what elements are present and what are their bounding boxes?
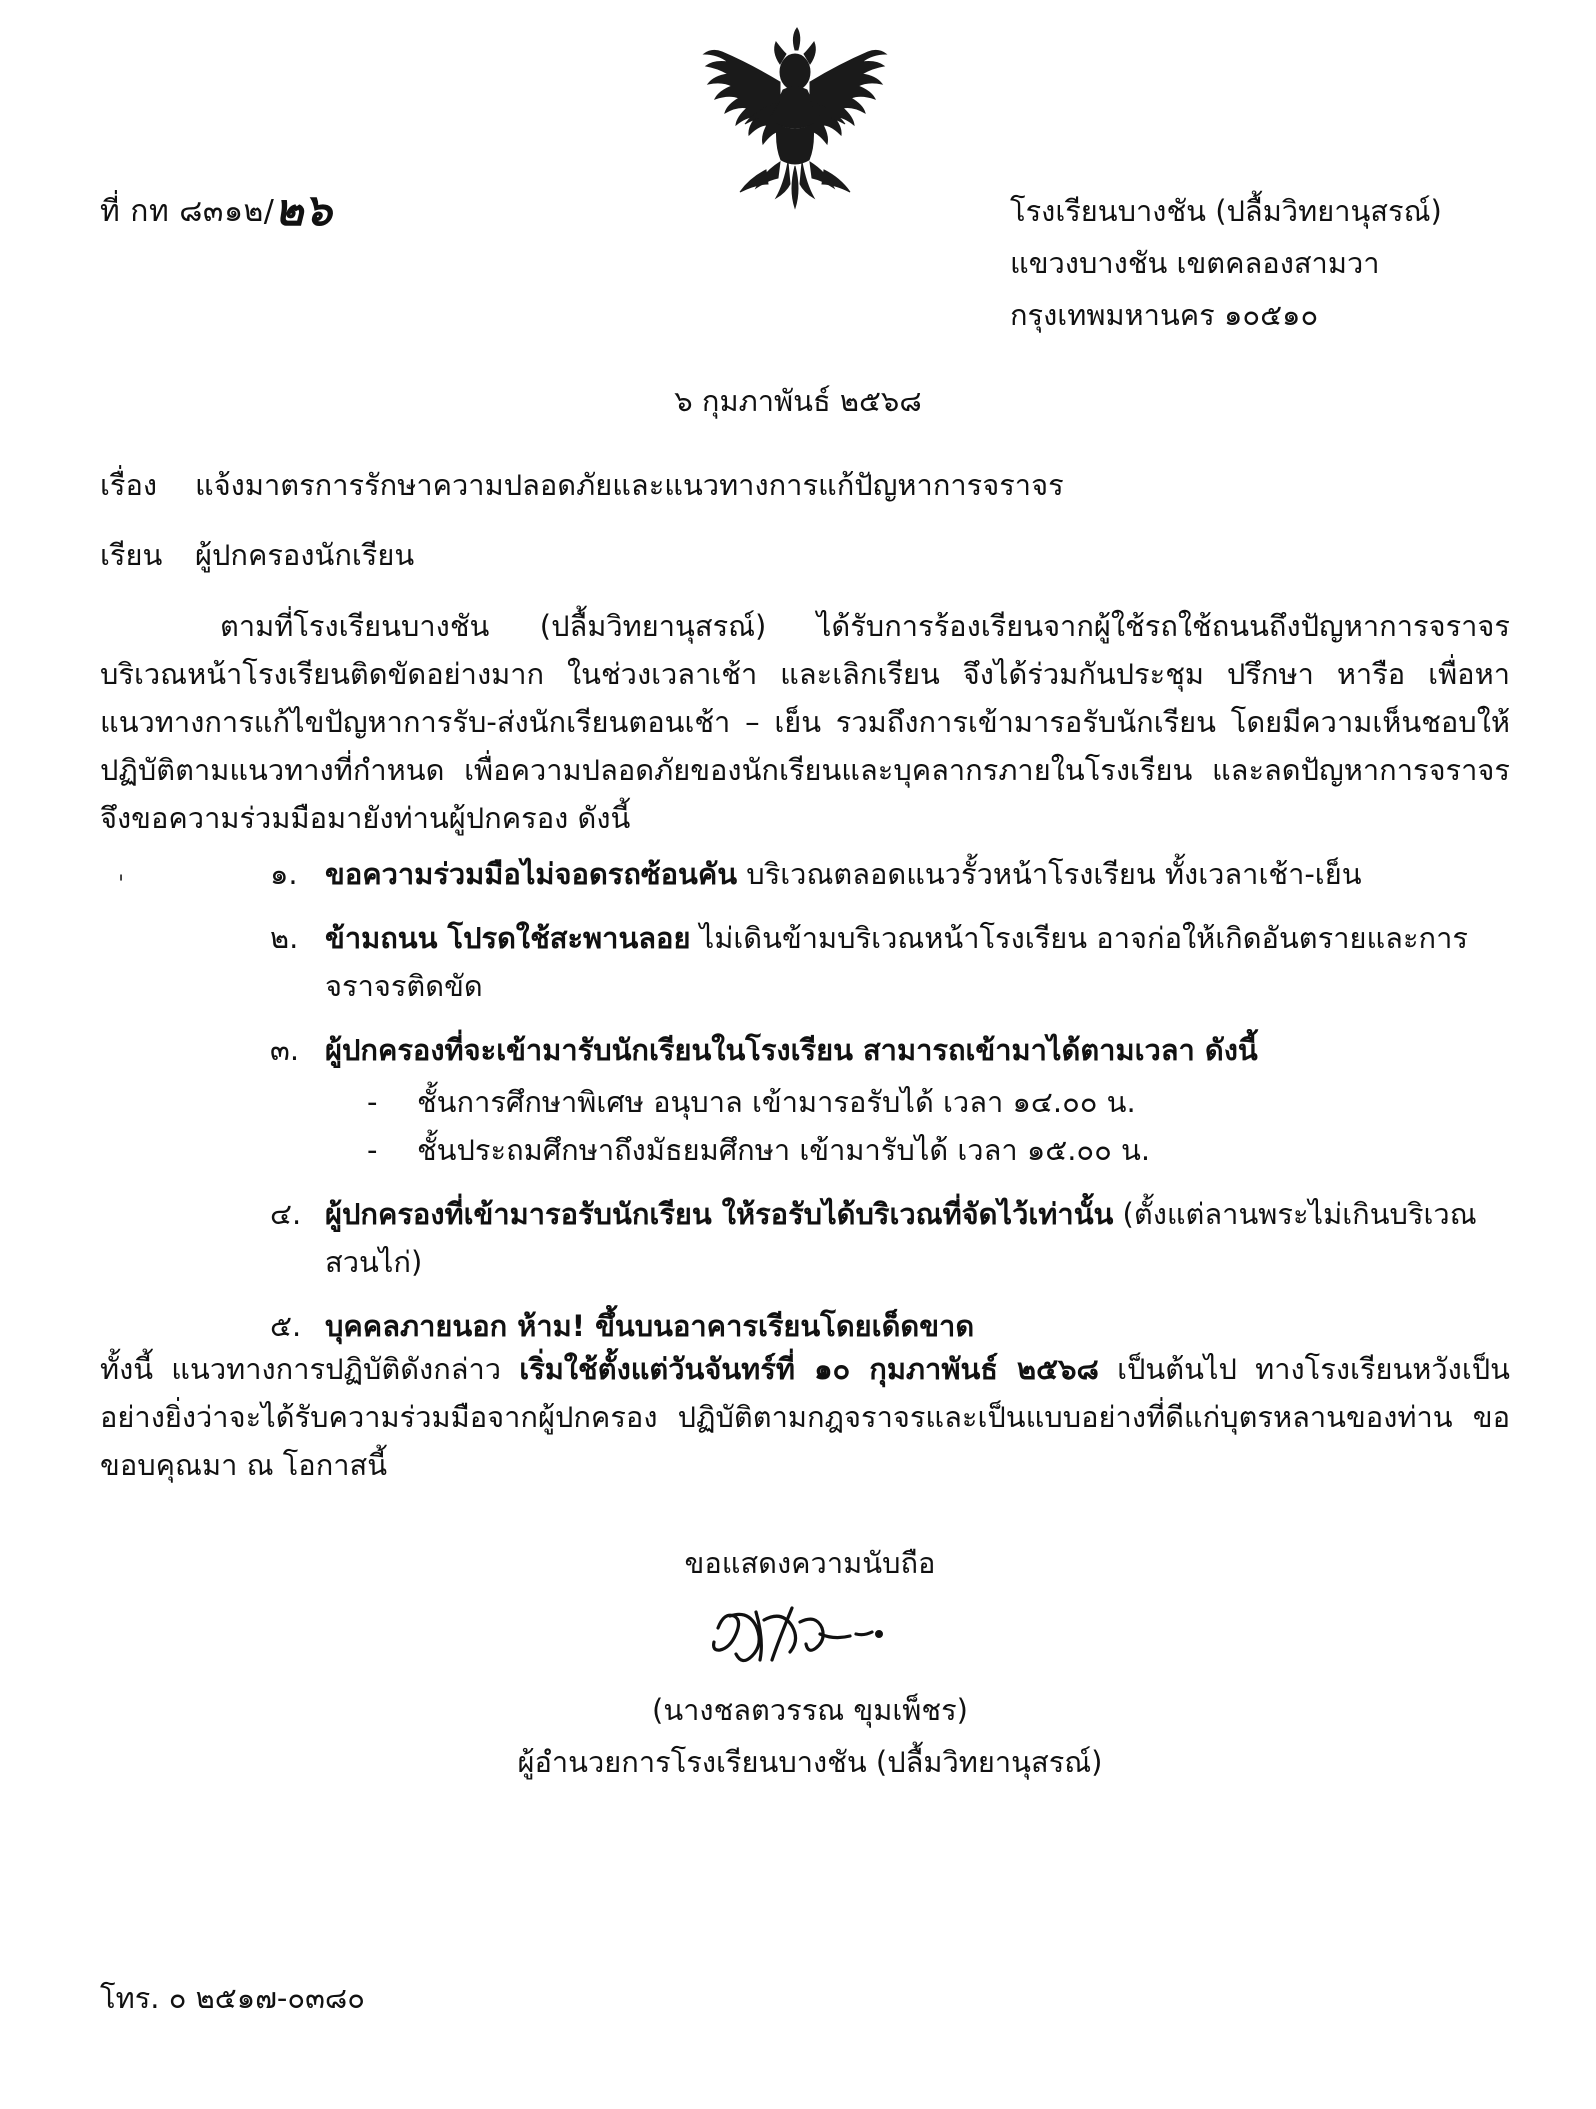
sub-list-item [367,1126,1510,1174]
document-number-handwritten: ๒๖ [274,185,333,236]
list-item-marker: ๓. [270,1033,300,1067]
recipient-label: เรียน [100,538,163,572]
list-item-bold: ผู้ปกครองที่จะเข้ามารับนักเรียนในโรงเรียน สามารถเข้ามาได้ตามเวลา ดังนี้ [325,1033,1258,1067]
recipient-value: ผู้ปกครองนักเรียน [195,538,415,572]
document-number [100,175,332,245]
list-item [270,914,1510,1010]
list-item-content [325,1190,1510,1286]
list-item-content [325,1302,1510,1350]
subject-value: แจ้งมาตรการรักษาความปลอดภัยและแนวทางการแก้ปัญหาการจราจร [195,468,1064,502]
list-item [270,1026,1510,1174]
document-date: ๖ กุมภาพันธ์ ๒๕๖๘ [674,384,922,418]
closing-text-part1: ทั้งนี้ แนวทางการปฏิบัติดังกล่าว [100,1352,520,1386]
closing-paragraph [100,1345,1510,1489]
intro-paragraph [100,602,1510,842]
list-item-content [325,1026,1510,1174]
list-item [270,1302,1510,1350]
signature-respect-line: ขอแสดงความนับถือ [684,1546,936,1580]
address-line-3: กรุงเทพมหานคร ๑๐๕๑๐ [1010,298,1319,332]
list-item-normal: บริเวณตลอดแนวรั้วหน้าโรงเรียน ทั้งเวลาเช้า-เย็น [737,857,1362,891]
closing-text-bold: เริ่มใช้ตั้งแต่วันจันทร์ที่ ๑๐ กุมภาพันธ์ ๒๕๖๘ [519,1352,1099,1386]
list-item-content [325,850,1510,898]
list-item-marker: ๔. [270,1197,302,1231]
sub-list-text: ชั้นประถมศึกษาถึงมัธยมศึกษา เข้ามารับได้ เวลา ๑๕.๐๐ น. [417,1133,1151,1167]
school-address [1010,185,1442,341]
list-item-content [325,914,1510,1010]
list-item-marker: ๒. [270,921,299,955]
intro-paragraph-text: ตามที่โรงเรียนบางชัน (ปลื้มวิทยานุสรณ์) ได้รับการร้องเรียนจากผู้ใช้รถใช้ถนนถึงปัญหาการจราจรบริเวณหน้าโรงเรียนติดขัดอย่างมาก ในช่วงเวลาเช้า และเลิกเรียน จึงได้ร่วมกันประชุม ปรึกษา หารือ เพื่อหาแนวทางการแก้ไขปัญหาการรับ-ส่งนักเรียนตอนเช้า – เย็น รวมถึงการเข้ามารอรับนักเรียน โดยมีความเห็นชอบให้ปฏิบัติตามแนวทางที่กำหนด เพื่อความปลอดภัยของนักเรียนและบุคลากรภายในโรงเรียน และลดปัญหาการจราจร จึงขอความร่วมมือมายังท่านผู้ปกครอง ดังนี้ [100,609,1510,835]
signature-title: ผู้อำนวยการโรงเรียนบางชัน (ปลื้มวิทยานุสรณ์) [517,1745,1103,1779]
handwritten-signature-icon [500,1590,1120,1682]
document-number-prefix: ที่ กท ๘๓๑๒/ [100,194,275,229]
subject-label: เรื่อง [100,468,158,502]
address-line-2: แขวงบางชัน เขตคลองสามวา [1010,246,1380,280]
list-item [270,850,1510,898]
list-item-marker: ๑. [270,857,298,891]
measures-list [270,850,1510,1366]
subject-row [100,462,1064,508]
garuda-emblem-icon [680,20,910,250]
address-line-1: โรงเรียนบางชัน (ปลื้มวิทยานุสรณ์) [1010,194,1442,228]
list-item-bold: ขอความร่วมมือไม่จอดรถซ้อนคัน [325,857,738,891]
list-item-bold: ข้ามถนน โปรดใช้สะพานลอย [325,921,691,955]
list-item-marker: ๕. [270,1309,302,1343]
list-item-normal: ไม่เดินข้ามบริเวณหน้าโรงเรียน อาจก่อให้เกิดอันตรายและการจราจรติดขัด [325,921,1468,1003]
list-item [270,1190,1510,1286]
signature-name: (นางชลตวรรณ ขุมเพ็ชร) [652,1693,968,1727]
recipient-row [100,532,414,578]
closing-text-part2: เป็นต้นไป ทางโรงเรียนหวังเป็นอย่างยิ่งว่าจะได้รับความร่วมมือจากผู้ปกครอง ปฏิบัติตามกฎจราจรและเป็นแบบอย่างที่ดีแก่บุตรหลานของท่าน ขอขอบคุณมา ณ โอกาสนี้ [100,1352,1510,1482]
list-item-bold: ผู้ปกครองที่เข้ามารอรับนักเรียน ให้รอรับได้บริเวณที่จัดไว้เท่านั้น [325,1197,1114,1231]
sub-list-text: ชั้นการศึกษาพิเศษ อนุบาล เข้ามารอรับได้ เวลา ๑๔.๐๐ น. [417,1085,1136,1119]
stray-mark: ' [118,872,125,897]
list-item-normal: (ตั้งแต่ลานพระไม่เกินบริเวณสวนไก่) [325,1197,1477,1279]
sub-list-dash: - [367,1085,378,1119]
footer-phone: โทร. ๐ ๒๕๑๗-๐๓๘๐ [100,1981,365,2015]
list-item-bold: บุคคลภายนอก ห้าม! ขึ้นบนอาคารเรียนโดยเด็ดขาด [325,1309,975,1343]
sub-list-item [367,1078,1510,1126]
list-item-sublist [367,1078,1510,1174]
signature-block [500,1540,1120,1788]
sub-list-dash: - [367,1133,378,1167]
